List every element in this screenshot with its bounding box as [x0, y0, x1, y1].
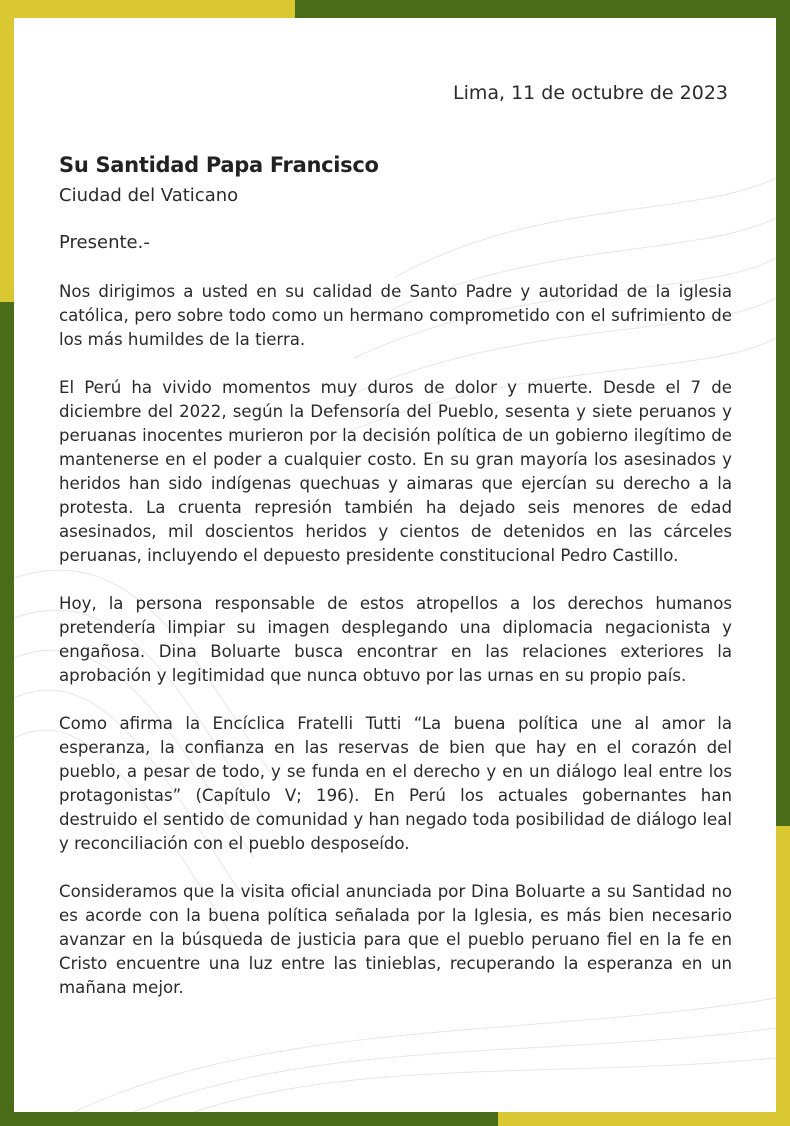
recipient-place: Ciudad del Vaticano [59, 185, 239, 206]
letter-sheet [14, 18, 776, 1112]
letter-body [59, 280, 732, 1024]
body-paragraph: Consideramos que la visita oficial anunciada por Dina Boluarte a su Santidad no es acorde con la buena política señalada por la Iglesia, es más bien necesario avanzar en la búsqueda de justicia para que el pueblo peruano fiel en la fe en Cristo encuentre una luz entre las tinieblas, recuperando la esperanza en un mañana mejor. [59, 882, 732, 997]
body-paragraph: Nos dirigimos a usted en su calidad de Santo Padre y autoridad de la iglesia católica, pero sobre todo como un hermano comprometido con el sufrimiento de los más humildes de la tierra. [59, 282, 732, 349]
frame-accent-right [776, 826, 790, 1126]
frame-accent-left [0, 0, 14, 302]
letter-date: Lima, 11 de octubre de 2023 [453, 82, 728, 104]
body-paragraph: El Perú ha vivido momentos muy duros de dolor y muerte. Desde el 7 de diciembre del 2022, según la Defensoría del Pueblo, sesenta y siete peruanos y peruanas inocentes murieron por la decisión política de un gobierno ilegítimo de mantenerse en el poder a cualquier costo. En su gran mayoría los asesinados y heridos han sido indígenas quechuas y aimaras que ejercían su derecho a la protesta. La cruenta represión también ha dejado seis menores de edad asesinados, mil doscientos heridos y cientos de detenidos en las cárceles peruanas, incluyendo el depuesto presidente constitucional Pedro Castillo. [59, 378, 732, 565]
body-paragraph: Como afirma la Encíclica Fratelli Tutti “La buena política une al amor la esperanza, la confianza en las reservas de bien que hay en el corazón del pueblo, a pesar de todo, y se funda en el derecho y en un diálogo leal entre los protagonistas” (Capítulo V; 196). En Perú los actuales gobernantes han destruido el sentido de comunidad y han negado toda posibilidad de diálogo leal y reconciliación con el pueblo desposeído. [59, 714, 732, 853]
frame-accent-top [0, 0, 295, 18]
recipient-name: Su Santidad Papa Francisco [59, 153, 379, 177]
salutation: Presente.- [59, 232, 150, 253]
body-paragraph: Hoy, la persona responsable de estos atropellos a los derechos humanos pretendería limpiar su imagen desplegando una diplomacia negacionista y engañosa. Dina Boluarte busca encontrar en las relaciones exteriores la aprobación y legitimidad que nunca obtuvo por las urnas en su propio país. [59, 594, 732, 685]
frame-accent-bottom [498, 1112, 790, 1126]
